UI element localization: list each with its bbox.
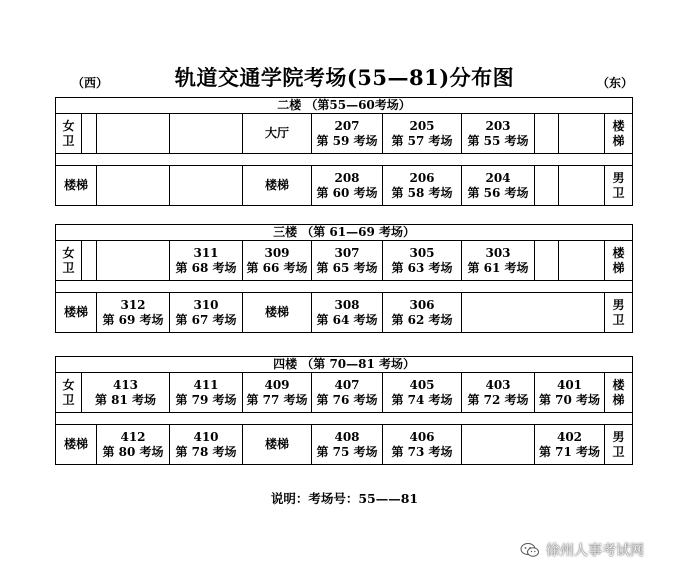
room-312: 312 第 69 考场 <box>97 293 170 333</box>
room-408: 408 第 75 考场 <box>312 425 383 465</box>
watermark <box>520 540 644 560</box>
room-204: 204 第 56 考场 <box>462 166 535 206</box>
room-303: 303 第 61 考场 <box>462 241 535 281</box>
stairs: 楼梯 <box>243 293 312 333</box>
stairs: 楼梯 <box>56 425 97 465</box>
floor-header: 二楼 （第55—60考场） <box>56 98 633 114</box>
empty-cell <box>535 166 559 206</box>
stairs: 楼梯 <box>605 114 633 154</box>
floor-3-table <box>55 224 633 333</box>
room-308: 308 第 64 考场 <box>312 293 383 333</box>
room-311: 311 第 68 考场 <box>170 241 243 281</box>
stairs: 楼梯 <box>243 166 312 206</box>
empty-cell <box>97 166 170 206</box>
empty-cell <box>462 425 535 465</box>
room-309: 309 第 66 考场 <box>243 241 312 281</box>
east-label: （东） <box>597 76 634 90</box>
toilet-women: 女卫 <box>56 241 82 281</box>
room-203: 203 第 55 考场 <box>462 114 535 154</box>
room-206: 206 第 58 考场 <box>383 166 462 206</box>
room-406: 406 第 73 考场 <box>383 425 462 465</box>
toilet-men: 男卫 <box>605 166 633 206</box>
empty-cell <box>170 114 243 154</box>
floor-header: 四楼 （第 70—81 考场） <box>56 357 633 373</box>
west-label: （西） <box>72 76 109 90</box>
page-title: 轨道交通学院考场(55—81)分布图 <box>174 65 515 90</box>
room-411: 411 第 79 考场 <box>170 373 243 413</box>
stairs: 楼梯 <box>243 425 312 465</box>
empty-cell <box>97 241 170 281</box>
empty-cell <box>170 166 243 206</box>
empty-cell <box>82 241 97 281</box>
room-307: 307 第 65 考场 <box>312 241 383 281</box>
room-407: 407 第 76 考场 <box>312 373 383 413</box>
room-413: 413 第 81 考场 <box>82 373 170 413</box>
room-412: 412 第 80 考场 <box>97 425 170 465</box>
empty-cell <box>559 241 605 281</box>
corridor <box>56 413 633 425</box>
room-401: 401 第 70 考场 <box>535 373 605 413</box>
stairs: 楼梯 <box>605 241 633 281</box>
room-207: 207 第 59 考场 <box>312 114 383 154</box>
room-405: 405 第 74 考场 <box>383 373 462 413</box>
room-403: 403 第 72 考场 <box>462 373 535 413</box>
hall: 大厅 <box>243 114 312 154</box>
floor-2-table <box>55 97 633 206</box>
empty-cell <box>535 241 559 281</box>
toilet-women: 女卫 <box>56 373 82 413</box>
room-402: 402 第 71 考场 <box>535 425 605 465</box>
toilet-men: 男卫 <box>605 425 633 465</box>
empty-cell <box>559 166 605 206</box>
room-310: 310 第 67 考场 <box>170 293 243 333</box>
stairs: 楼梯 <box>56 293 97 333</box>
stairs: 楼梯 <box>56 166 97 206</box>
empty-cell <box>535 114 559 154</box>
empty-cell <box>559 114 605 154</box>
room-306: 306 第 62 考场 <box>383 293 462 333</box>
note: 说明：考场号：55——81 <box>270 491 419 506</box>
empty-cell <box>97 114 170 154</box>
room-305: 305 第 63 考场 <box>383 241 462 281</box>
watermark-text: 徐州人事考试网 <box>546 543 644 559</box>
toilet-men: 男卫 <box>605 293 633 333</box>
toilet-women: 女卫 <box>56 114 82 154</box>
floor-4-table <box>55 356 633 465</box>
corridor <box>56 154 633 166</box>
room-205: 205 第 57 考场 <box>383 114 462 154</box>
room-409: 409 第 77 考场 <box>243 373 312 413</box>
wechat-icon <box>520 542 540 558</box>
empty-cell <box>82 114 97 154</box>
corridor <box>56 281 633 293</box>
empty-cell <box>462 293 605 333</box>
stairs: 楼梯 <box>605 373 633 413</box>
room-208: 208 第 60 考场 <box>312 166 383 206</box>
room-410: 410 第 78 考场 <box>170 425 243 465</box>
floor-header: 三楼 （第 61—69 考场） <box>56 225 633 241</box>
